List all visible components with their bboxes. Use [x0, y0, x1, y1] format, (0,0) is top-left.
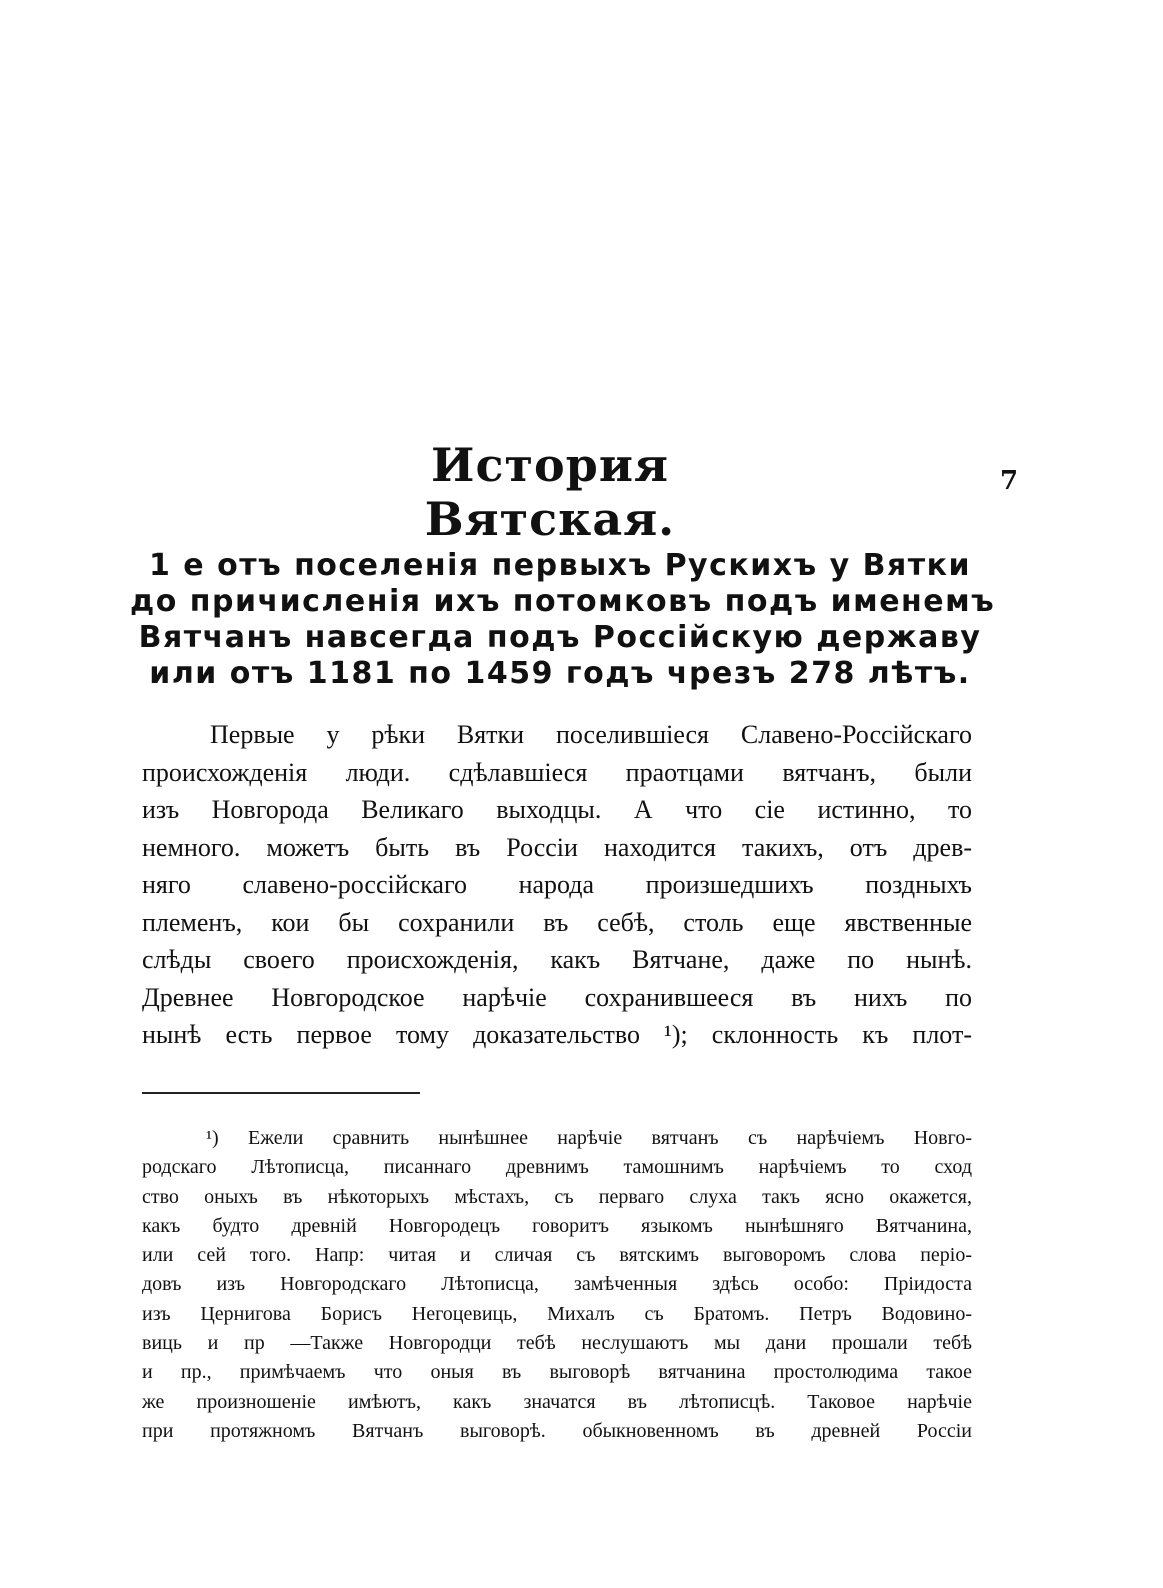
footnote-line: родскаго Лѣтописца, писаннаго древнимъ тамошнимъ нарѣчіемъ то сход [142, 1156, 972, 1179]
body-line: изъ Новгорода Великаго выходцы. А что сіе истинно, то [142, 795, 972, 824]
footnote-line: и пр., примѣчаемъ что оныя въ выговорѣ вятчанина простолюдима такое [142, 1361, 972, 1384]
body-line: происхожденія люди. сдѣлавшіеся праотцами вятчанъ, были [142, 757, 972, 787]
body-paragraph [142, 716, 972, 1054]
body-line: нынѣ есть первое тому доказательство ¹); склонность къ плот- [142, 1020, 972, 1049]
footnote-line: изъ Цернигова Борисъ Негоцевиць, Михалъ съ Братомъ. Петръ Водовино- [142, 1302, 972, 1325]
body-line: немного. можетъ быть въ Россіи находится такихъ, отъ древ- [142, 832, 972, 862]
chapter-heading-line: 1 е отъ поселенія первыхъ Рускихъ у Вятки [148, 548, 972, 583]
footnote-section [142, 1124, 972, 1446]
chapter-heading-line: Вятчанъ навсегда подъ Россійскую державу [138, 620, 982, 655]
footnote-line: виць и пр —Также Новгородци тебѣ неслушаютъ мы дани прошали тебѣ [142, 1332, 972, 1355]
footnote-line: при протяжномъ Вятчанъ выговорѣ. обыкновенномъ въ древней Россіи [142, 1419, 972, 1442]
chapter-heading [130, 548, 996, 692]
page-number: 7 [1000, 466, 1019, 496]
footnote-line: или сей того. Напр: читая и сличая съ вятскимъ выговоромъ слова періо- [142, 1244, 972, 1267]
body-line: племенъ, кои бы сохранили въ себѣ, столь еще явственные [142, 907, 972, 937]
chapter-heading-line: до причисленія ихъ потомковъ подъ именемъ [130, 584, 996, 619]
footnote-divider [142, 1092, 420, 1094]
chapter-heading-line: или отъ 1181 по 1459 годъ чрезъ 278 лѣтъ. [149, 656, 971, 691]
footnote-line: ¹) Ежели сравнить нынѣшнее нарѣчіе вятчанъ съ нарѣчіемъ Новго- [206, 1127, 972, 1149]
footnote-line: какъ будто древній Новгородецъ говоритъ языкомъ нынѣшняго Вятчанина, [142, 1214, 972, 1237]
body-line: няго славено-россійскаго народа произшедшихъ поздныхъ [142, 870, 972, 899]
body-line: слѣды своего происхожденія, какъ Вятчане, даже по нынѣ. [142, 945, 972, 974]
page-title: История Вятская. [424, 438, 676, 546]
footnote-line: ство оныхъ въ нѣкоторыхъ мѣстахъ, съ перваго слуха такъ ясно окажется, [142, 1185, 972, 1208]
footnote-line: довъ изъ Новгородскаго Лѣтописца, замѣченныя здѣсь особо: Пріидоста [142, 1273, 972, 1296]
body-line: Первые у рѣки Вятки поселившіеся Славено-Россійскаго [210, 720, 972, 749]
footnote-line: же произношеніе имѣютъ, какъ значатся въ лѣтописцѣ. Таковое нарѣчіе [142, 1390, 972, 1413]
body-line: Древнее Новгородское нарѣчіе сохранившееся въ нихъ по [142, 982, 972, 1012]
